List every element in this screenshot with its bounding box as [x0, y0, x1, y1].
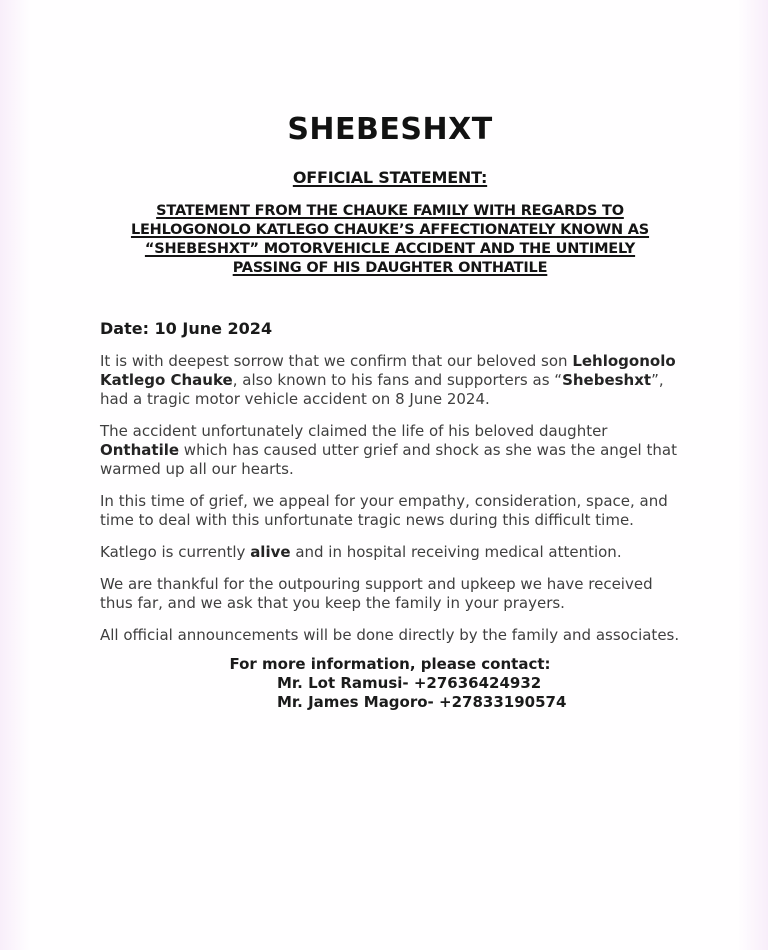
contact-lines	[100, 674, 680, 712]
paragraph-text: The accident unfortunately claimed the life of his beloved daughter	[100, 422, 608, 440]
body-paragraph	[100, 492, 680, 530]
paragraph-text: , also known to his fans and supporters as “	[232, 371, 563, 389]
contact-section	[100, 655, 680, 712]
body-paragraph	[100, 626, 680, 645]
statement-heading	[100, 202, 680, 278]
paragraph-text: It is with deepest sorrow that we confirm that our beloved son	[100, 352, 573, 370]
page-title: SHEBESHXT	[287, 112, 493, 147]
emphasized-text: Shebeshxt	[562, 371, 652, 389]
statement-heading-line: LEHLOGONOLO KATLEGO CHAUKE’S AFFECTIONATELY KNOWN AS	[130, 222, 650, 238]
emphasized-text: Onthatile	[100, 441, 180, 459]
statement-subtitle: OFFICIAL STATEMENT:	[292, 168, 488, 187]
paragraph-text: and in hospital receiving medical attention.	[290, 543, 622, 561]
paragraph-text: In this time of grief, we appeal for your empathy, consideration, space, and time to deal with this unfortunate tragic news during this difficult time.	[100, 492, 668, 529]
emphasized-text: alive	[250, 543, 291, 561]
paragraph-text: which has caused utter grief and shock as she was the angel that warmed up all our hearts.	[100, 441, 677, 478]
paragraph-text: We are thankful for the outpouring support and upkeep we have received thus far, and we ask that you keep the family in your prayers.	[100, 575, 653, 612]
paragraph-text: Katlego is currently	[100, 543, 251, 561]
contact-header: For more information, please contact:	[229, 655, 551, 673]
body-paragraph	[100, 575, 680, 613]
statement-heading-line: “SHEBESHXT” MOTORVEHICLE ACCIDENT AND THE UNTIMELY	[144, 241, 636, 257]
body-paragraph	[100, 422, 680, 479]
paragraph-text: ”, had a tragic motor vehicle accident on 8 June 2024.	[100, 371, 664, 408]
statement-heading-line: STATEMENT FROM THE CHAUKE FAMILY WITH REGARDS TO	[156, 203, 624, 219]
date-line: Date: 10 June 2024	[100, 319, 273, 338]
contact-line: Mr. Lot Ramusi- +27636424932	[277, 674, 542, 692]
emphasized-text: Lehlogonolo Katlego Chauke	[100, 352, 676, 389]
paragraph-text: All official announcements will be done directly by the family and associates.	[100, 626, 680, 644]
statement-heading-line: PASSING OF HIS DAUGHTER ONTHATILE	[232, 260, 548, 276]
body-paragraph	[100, 543, 680, 562]
statement-body	[100, 352, 680, 645]
contact-line: Mr. James Magoro- +27833190574	[277, 693, 567, 711]
body-paragraph	[100, 352, 680, 409]
